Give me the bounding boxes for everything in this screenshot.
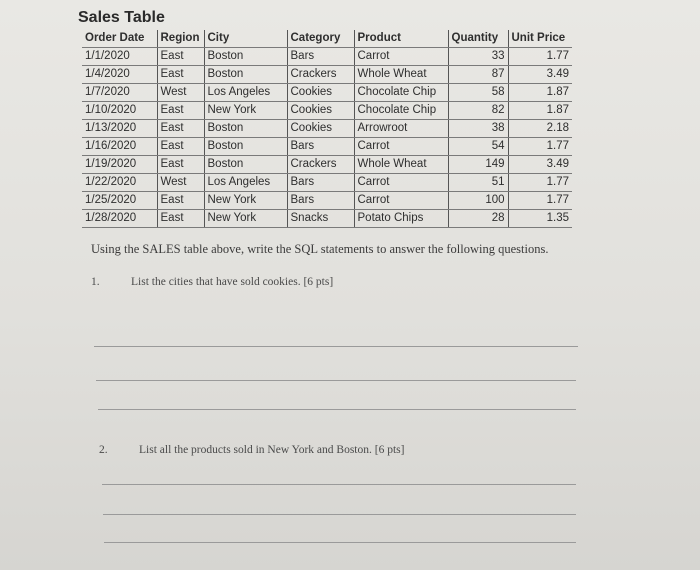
answer-line (94, 346, 578, 347)
table-cell: East (157, 156, 204, 174)
table-cell: Boston (204, 156, 287, 174)
table-cell: East (157, 192, 204, 210)
question-2 (99, 444, 404, 456)
table-cell: Arrowroot (354, 120, 448, 138)
column-header: Region (157, 30, 204, 48)
column-header: Category (287, 30, 354, 48)
table-cell: 1.35 (508, 210, 572, 228)
table-cell: 33 (448, 48, 508, 66)
answer-line (96, 380, 576, 381)
table-cell: 1/4/2020 (82, 66, 157, 84)
table-cell: 38 (448, 120, 508, 138)
table-body (82, 48, 572, 228)
table-row (82, 84, 572, 102)
table-cell: Carrot (354, 192, 448, 210)
table-cell: 1.77 (508, 174, 572, 192)
table-cell: 1.77 (508, 138, 572, 156)
table-row (82, 174, 572, 192)
table-cell: 1/1/2020 (82, 48, 157, 66)
table-cell: Carrot (354, 138, 448, 156)
column-header: Unit Price (508, 30, 572, 48)
answer-line (98, 409, 576, 410)
table-row (82, 138, 572, 156)
table-cell: 54 (448, 138, 508, 156)
table-cell: 87 (448, 66, 508, 84)
table-row (82, 120, 572, 138)
table-cell: Bars (287, 138, 354, 156)
table-cell: Potato Chips (354, 210, 448, 228)
column-header: Order Date (82, 30, 157, 48)
table-row (82, 66, 572, 84)
question-text: List the cities that have sold cookies. [6 pts] (131, 276, 334, 288)
table-cell: 1.87 (508, 102, 572, 120)
table-cell: New York (204, 210, 287, 228)
answer-line (102, 484, 576, 485)
table-cell: Los Angeles (204, 174, 287, 192)
question-1 (91, 276, 333, 288)
table-row (82, 210, 572, 228)
table-cell: Bars (287, 48, 354, 66)
table-cell: Crackers (287, 156, 354, 174)
table-cell: Cookies (287, 120, 354, 138)
table-row (82, 156, 572, 174)
table-cell: 1/19/2020 (82, 156, 157, 174)
table-cell: East (157, 66, 204, 84)
table-cell: East (157, 48, 204, 66)
table-cell: 1/7/2020 (82, 84, 157, 102)
table-cell: Boston (204, 48, 287, 66)
question-number: 2. (99, 444, 108, 456)
answer-line (104, 542, 576, 543)
table-cell: 1.77 (508, 48, 572, 66)
table-cell: East (157, 210, 204, 228)
table-cell: 58 (448, 84, 508, 102)
question-number: 1. (91, 276, 100, 288)
table-cell: 82 (448, 102, 508, 120)
table-cell: 1/22/2020 (82, 174, 157, 192)
table-header-row (82, 30, 572, 48)
table-cell: Carrot (354, 174, 448, 192)
table-cell: Boston (204, 120, 287, 138)
table-cell: 1.87 (508, 84, 572, 102)
column-header: City (204, 30, 287, 48)
sales-table-title: Sales Table (78, 9, 165, 26)
table-row (82, 102, 572, 120)
table-cell: East (157, 102, 204, 120)
table-cell: Boston (204, 138, 287, 156)
table-cell: 28 (448, 210, 508, 228)
table-cell: 1/13/2020 (82, 120, 157, 138)
table-cell: Chocolate Chip (354, 84, 448, 102)
table-cell: Cookies (287, 102, 354, 120)
table-cell: East (157, 120, 204, 138)
table-cell: Los Angeles (204, 84, 287, 102)
table-cell: New York (204, 102, 287, 120)
table-row (82, 48, 572, 66)
table-cell: Crackers (287, 66, 354, 84)
table-cell: Whole Wheat (354, 156, 448, 174)
sales-table (82, 30, 572, 228)
table-cell: Boston (204, 66, 287, 84)
table-cell: 1/28/2020 (82, 210, 157, 228)
column-header: Quantity (448, 30, 508, 48)
table-cell: West (157, 84, 204, 102)
table-cell: Chocolate Chip (354, 102, 448, 120)
table-cell: 1/16/2020 (82, 138, 157, 156)
table-cell: Whole Wheat (354, 66, 448, 84)
table-cell: 149 (448, 156, 508, 174)
table-cell: 3.49 (508, 66, 572, 84)
table-cell: 51 (448, 174, 508, 192)
table-cell: 100 (448, 192, 508, 210)
table-cell: 1/25/2020 (82, 192, 157, 210)
column-header: Product (354, 30, 448, 48)
table-cell: Cookies (287, 84, 354, 102)
table-cell: Snacks (287, 210, 354, 228)
table-cell: West (157, 174, 204, 192)
table-cell: New York (204, 192, 287, 210)
table-cell: Bars (287, 192, 354, 210)
table-cell: 2.18 (508, 120, 572, 138)
question-text: List all the products sold in New York and Boston. [6 pts] (139, 444, 405, 456)
table-cell: East (157, 138, 204, 156)
table-cell: 1.77 (508, 192, 572, 210)
table-cell: Carrot (354, 48, 448, 66)
table-row (82, 192, 572, 210)
answer-line (103, 514, 576, 515)
instructions-text: Using the SALES table above, write the SQL statements to answer the following questions. (91, 242, 549, 256)
table-cell: 1/10/2020 (82, 102, 157, 120)
table-cell: Bars (287, 174, 354, 192)
table-cell: 3.49 (508, 156, 572, 174)
